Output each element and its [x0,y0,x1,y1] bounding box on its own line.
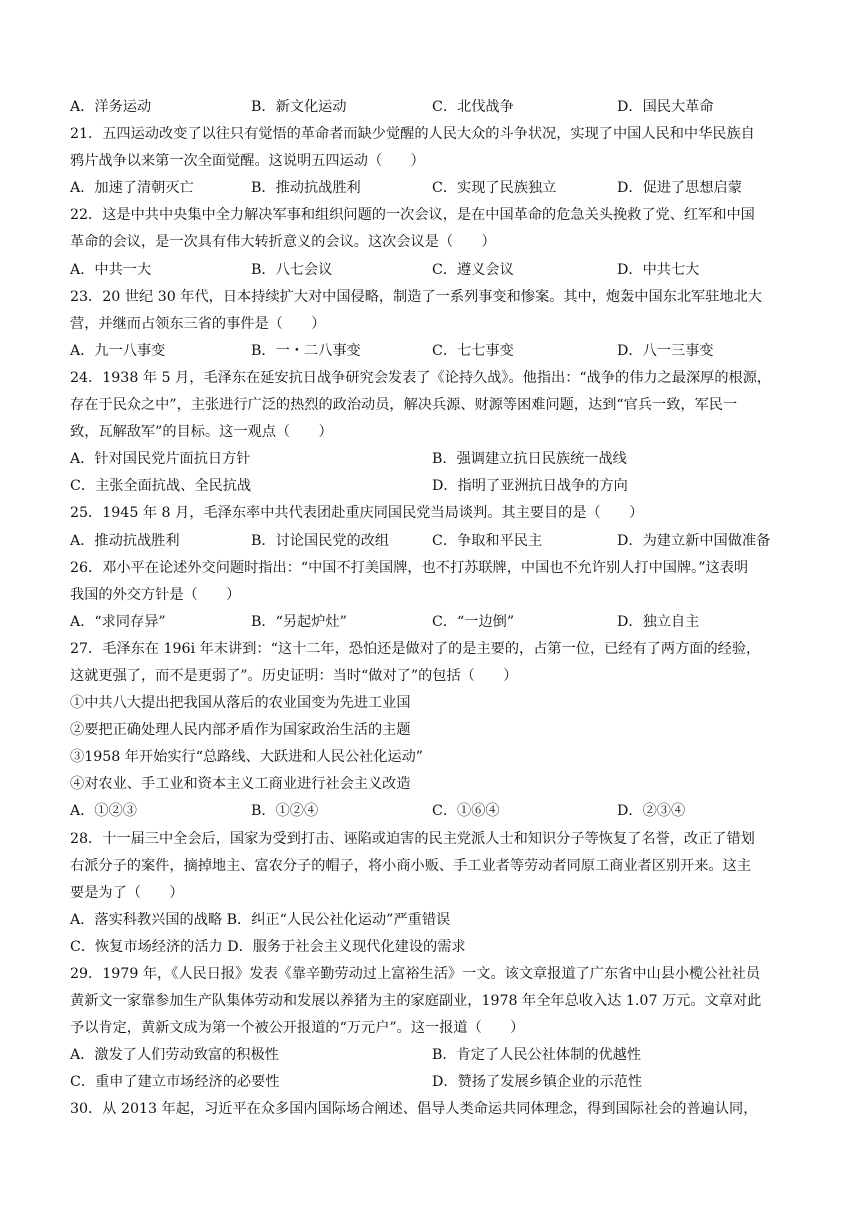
option-d: D．为建立新中国做准备 [617,532,771,549]
question-22-text: 22．这是中共中央集中全力解决军事和组织问题的一次会议，是在中国革命的危急关头挽救了党、红军和中国 [70,207,755,224]
question-27-text: 这就更强了，而不是更弱了”。历史证明：当时“做对了”的包括（ ） [70,667,518,684]
question-28-text: 要是为了（ ） [70,884,184,901]
option-a: A．推动抗战胜利 [70,532,180,549]
option-b: B．推动抗战胜利 [251,180,361,197]
q22-options [70,257,790,284]
option-a: A．“求同存异” [70,613,166,630]
question-21-text: 鸦片战争以来第一次全面觉醒。这说明五四运动（ ） [70,153,425,170]
option-b: B．强调建立抗日民族统一战线 [432,451,627,468]
option-c: C．争取和平民主 [432,532,543,549]
option-c: C．重申了建立市场经济的必要性 [70,1074,280,1091]
option-a: A．激发了人们劳动致富的积极性 [70,1047,279,1064]
question-25-text: 25．1945 年 8 月，毛泽东率中共代表团赴重庆同国民党当局谈判。其主要目的是（ ） [70,505,644,522]
option-d: D．国民大革命 [617,99,714,115]
option-d: D．②③④ [617,803,686,820]
option-a: A．九一八事变 [70,342,166,359]
q20-options [70,94,790,121]
statement-4: ④对农业、手工业和资本主义工商业进行社会主义改造 [70,776,411,793]
question-30-text: 30．从 2013 年起，习近平在众多国内国际场合阐述、倡导人类命运共同体理念，得到国际社会的普遍认同， [70,1101,758,1118]
option-b: B．一・二八事变 [251,342,361,359]
option-c: C．七七事变 [432,342,514,359]
option-d: D．赞扬了发展乡镇企业的示范性 [432,1074,643,1091]
question-24-text: 存在于民众之中”，主张进行广泛的热烈的政治动员，解决兵源、财源等困难问题，达到“官兵一致，军民一 [70,397,738,414]
option-b: B．八七会议 [251,261,333,278]
question-28-text: 28．十一届三中全会后，国家为受到打击、诬陷或迫害的民主党派人士和知识分子等恢复了名誉，改正了错划 [70,830,755,847]
option-a: A．洋务运动 [70,99,152,115]
question-28-text: 右派分子的案件，摘掉地主、富农分子的帽子，将小商小贩、手工业者等劳动者同原工商业者区别开来。这主 [70,857,752,874]
option-b: B．新文化运动 [251,99,347,115]
option-c: C．①⑥④ [432,803,500,820]
q27-options [70,798,790,825]
option-c: C．遵义会议 [432,261,514,278]
option-b: B．讨论国民党的改组 [251,532,390,549]
question-29-text: 29．1979 年，《人民日报》发表《靠辛勤劳动过上富裕生活》一文。该文章报道了广东省中山县小榄公社社员 [70,966,761,982]
statement-2: ②要把正确处理人民内部矛盾作为国家政治生活的主题 [70,722,411,739]
q29-options-row-1 [70,1042,790,1069]
option-a: A．①②③ [70,803,137,820]
option-c: C．北伐战争 [432,99,514,115]
statement-1: ①中共八大提出把我国从落后的农业国变为先进工业国 [70,695,411,712]
option-c: C．实现了民族独立 [432,180,557,197]
question-27-text: 27．毛泽东在 196i 年末讲到：“这十二年，恐怕还是做对了的是主要的，占第一位，已经有了两方面的经验， [70,640,761,657]
question-22-text: 革命的会议，是一次具有伟大转折意义的会议。这次会议是（ ） [70,234,496,251]
q29-options-row-2 [70,1069,790,1096]
exam-page [70,94,790,1124]
q24-options-row-2 [70,473,790,500]
q24-options-row-1 [70,446,790,473]
option-b: B．①②④ [251,803,319,820]
option-d: D．促进了思想启蒙 [617,180,742,197]
option-d: D．八一三事变 [617,342,714,359]
q21-options [70,175,790,202]
q25-options [70,528,790,555]
question-23-text: 营，并继而占领东三省的事件是（ ） [70,315,326,332]
option-d: D．独立自主 [617,613,700,630]
question-21-text: 21．五四运动改变了以往只有觉悟的革命者而缺少觉醒的人民大众的斗争状况，实现了中国人民和中华民族自 [70,126,755,143]
option-c: C．“一边倒” [432,613,515,630]
option-c: C．主张全面抗战、全民抗战 [70,478,252,495]
q28-options-row-2: C．恢复市场经济的活力 D．服务于社会主义现代化建设的需求 [70,938,466,955]
question-26-text: 我国的外交方针是（ ） [70,586,241,603]
option-d: D．中共七大 [617,261,700,278]
q23-options [70,338,790,365]
question-29-text: 黄新文一家靠参加生产队集体劳动和发展以养猪为主的家庭副业，1978 年全年总收入达 1.07 万元。文章对此 [70,993,762,1010]
option-d: D．指明了亚洲抗日战争的方向 [432,478,628,495]
option-b: B．“另起炉灶” [251,613,347,630]
question-24-text: 致，瓦解敌军”的目标。这一观点（ ） [70,424,333,441]
option-b: B．肯定了人民公社体制的优越性 [432,1047,642,1064]
q26-options [70,609,790,636]
option-a: A．加速了清朝灭亡 [70,180,194,197]
question-26-text: 26．邓小平在论述外交问题时指出：“中国不打美国牌，也不打苏联牌，中国也不允许别人打中国牌。”这表明 [70,559,749,576]
option-a: A．针对国民党片面抗日方针 [70,451,251,468]
question-29-text: 予以肯定，黄新文成为第一个被公开报道的“万元户”。这一报道（ ） [70,1020,525,1037]
option-a: A．中共一大 [70,261,152,278]
q28-options-row-1: A．落实科教兴国的战略 B．纠正“人民公社化运动”严重错误 [70,911,451,928]
question-24-text: 24．1938 年 5 月，毛泽东在延安抗日战争研究会发表了《论持久战》。他指出：“战争的伟力之最深厚的根源， [70,369,772,386]
statement-3: ③1958 年开始实行“总路线、大跃进和人民公社化运动” [70,749,424,766]
question-23-text: 23．20 世纪 30 年代，日本持续扩大对中国侵略，制造了一系列事变和惨案。其中，炮轰中国东北军驻地北大 [70,288,762,305]
